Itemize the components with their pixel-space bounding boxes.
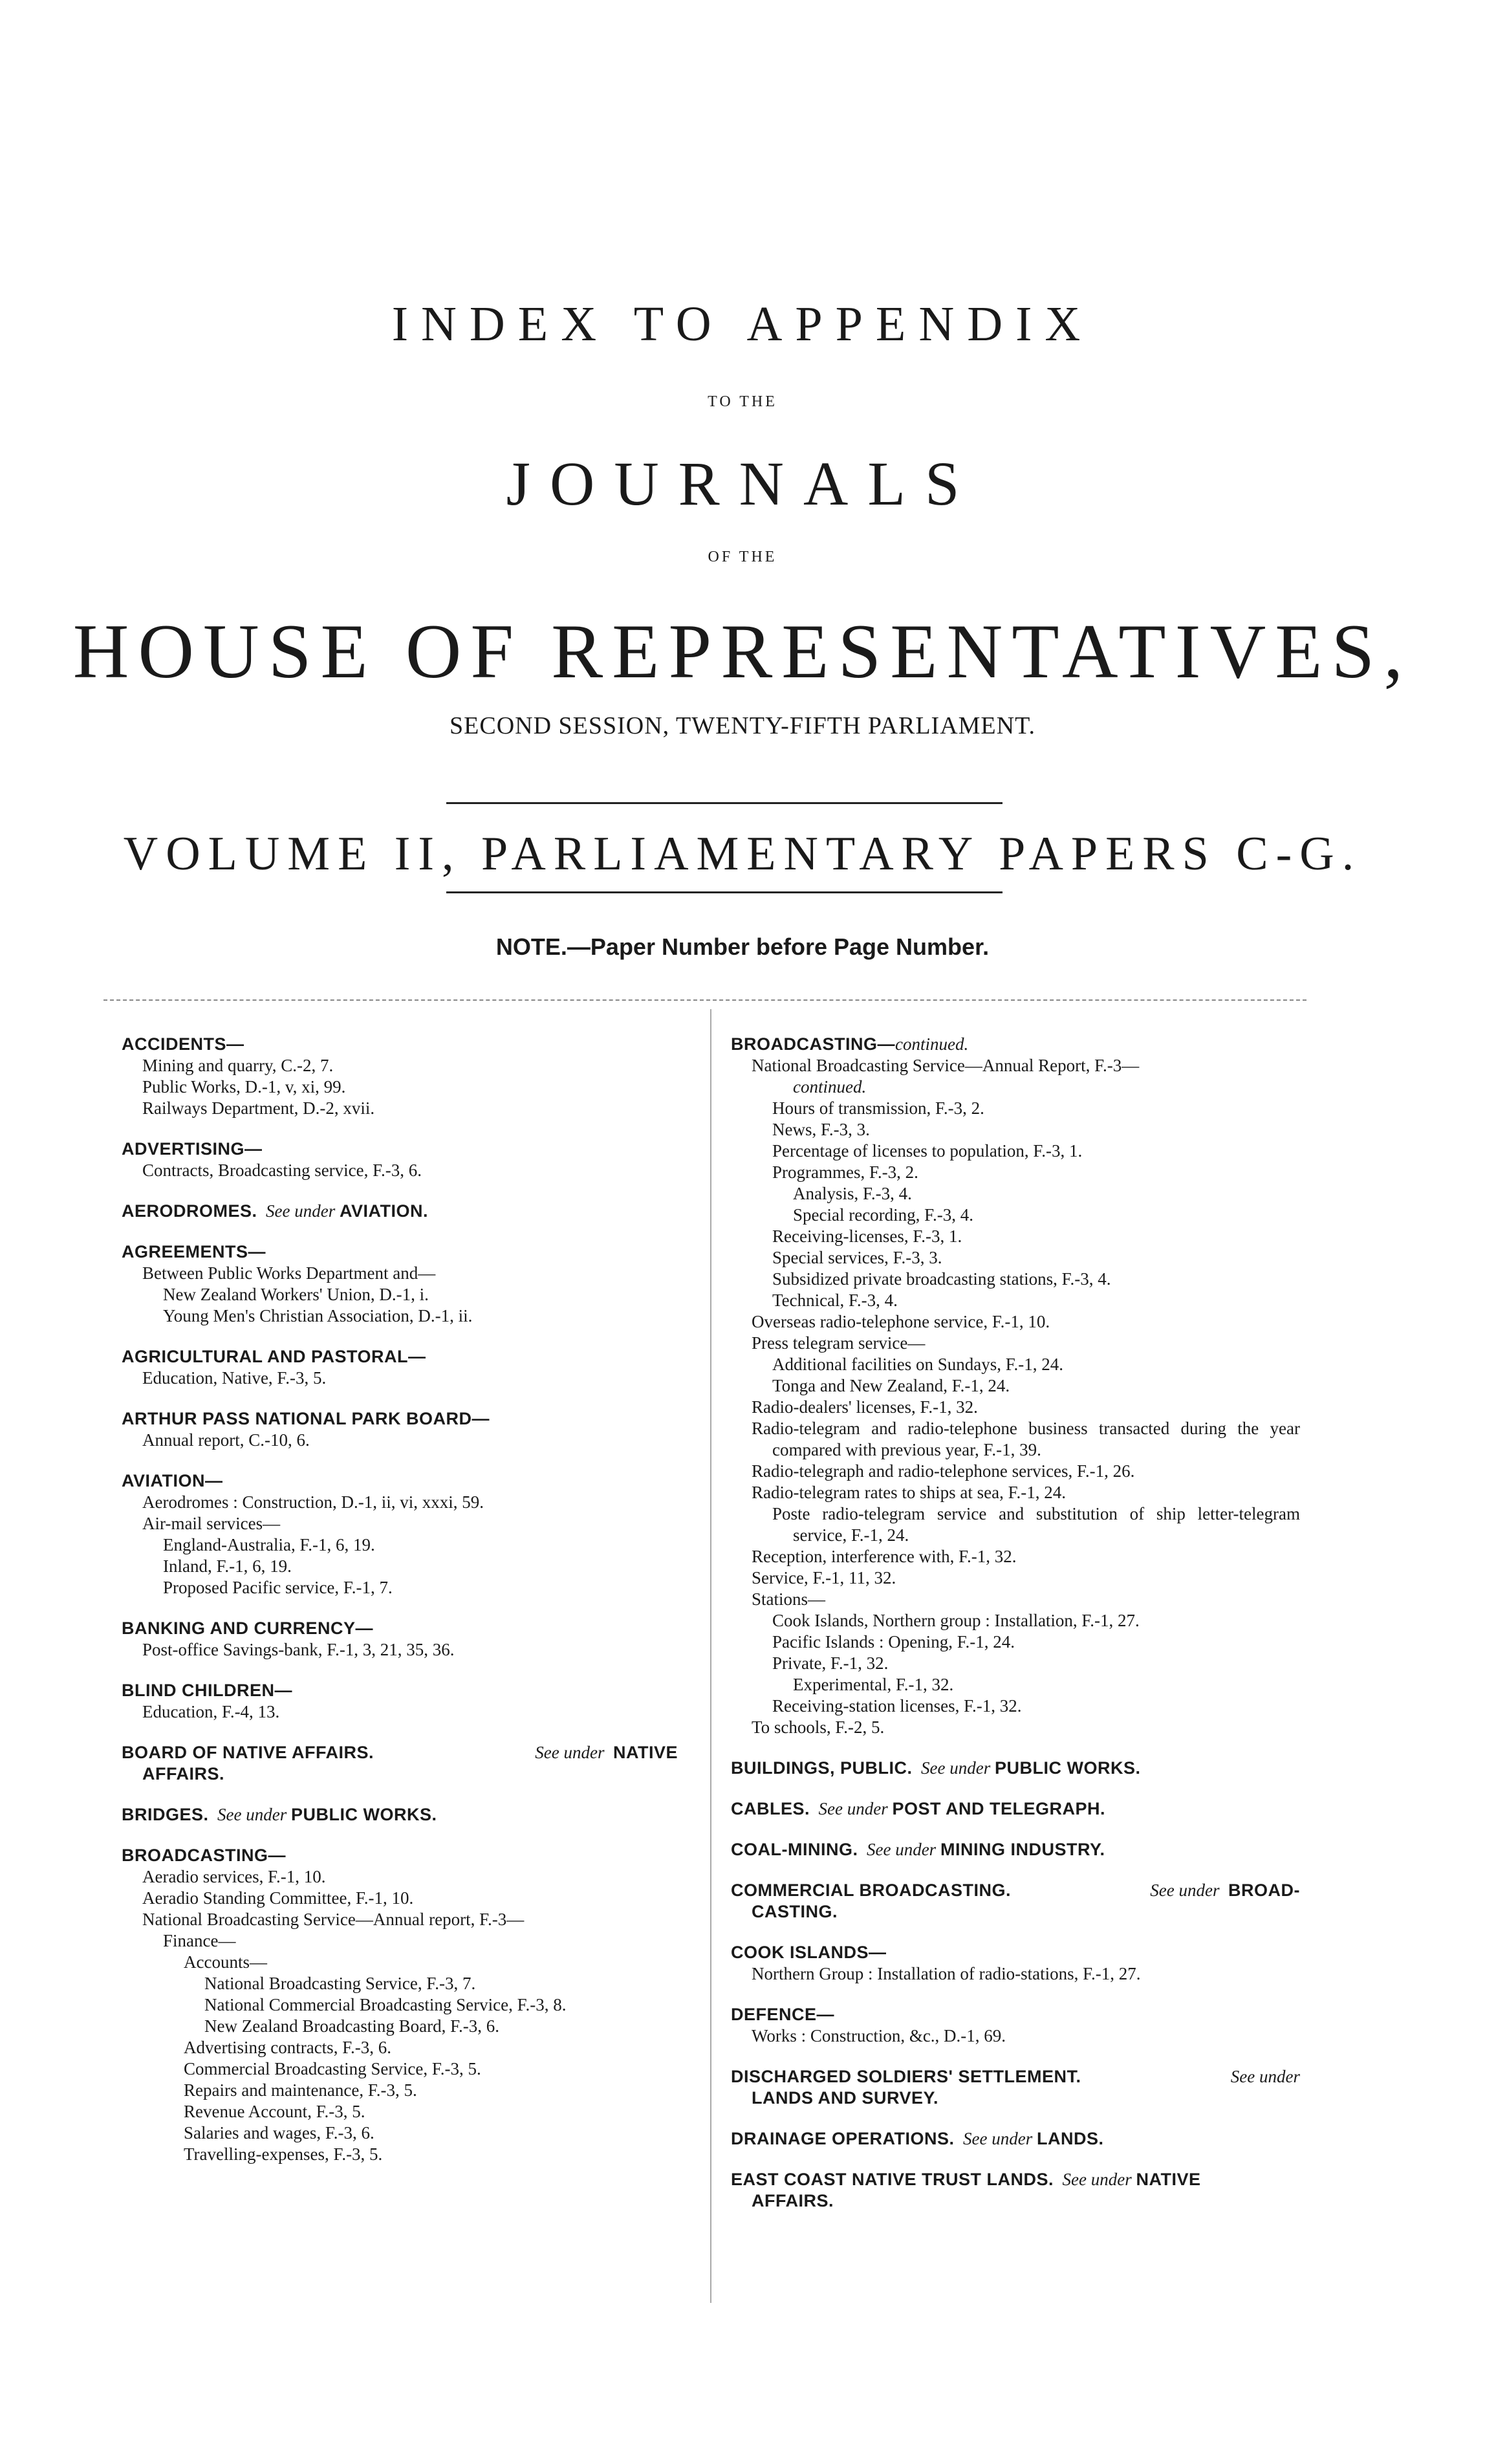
entry-line: Programmes, F.-3, 2. xyxy=(772,1162,918,1182)
cross-reference: NATIVE xyxy=(1136,2170,1201,2189)
index-title: INDEX TO APPENDIX xyxy=(391,297,1094,351)
entry-line: National Broadcasting Service, F.-3, 7. xyxy=(204,1974,476,1993)
entry-line: Poste radio-telegram service and substitution of ship letter-telegram service, F.-1, 24. xyxy=(772,1504,1300,1545)
cross-reference: BROAD- xyxy=(1228,1881,1300,1900)
index-entry-broadcasting xyxy=(122,1845,691,2165)
entry-heading: AGRICULTURAL AND PASTORAL— xyxy=(122,1347,426,1366)
entry-line: Percentage of licenses to population, F.-3, 1. xyxy=(772,1141,1083,1161)
entry-line: Travelling-expenses, F.-3, 5. xyxy=(184,2144,383,2164)
cross-reference: NATIVE xyxy=(612,1743,678,1762)
entry-line: Private, F.-1, 32. xyxy=(772,1653,889,1673)
index-entry-commercial-broadcasting xyxy=(731,1880,1300,1923)
entry-line: Receiving-station licenses, F.-1, 32. xyxy=(772,1696,1022,1716)
see-under: See under xyxy=(217,1805,287,1824)
entry-line: Aeradio Standing Committee, F.-1, 10. xyxy=(142,1888,414,1908)
index-entry-aerodromes xyxy=(122,1201,691,1222)
entry-heading: EAST COAST NATIVE TRUST LANDS. xyxy=(731,2170,1054,2189)
column-divider xyxy=(710,1009,711,2303)
index-entry-accidents xyxy=(122,1034,691,1119)
entry-line: Works : Construction, &c., D.-1, 69. xyxy=(752,2026,1006,2045)
of-the: OF THE xyxy=(708,549,777,565)
session-subtitle: SECOND SESSION, TWENTY-FIFTH PARLIAMENT. xyxy=(450,712,1035,739)
index-entry-defence xyxy=(731,2004,1300,2047)
index-entry-board-native-affairs xyxy=(122,1742,691,1785)
index-entry-broadcasting-continued xyxy=(731,1034,1300,1738)
see-under: See under xyxy=(266,1201,336,1221)
cross-reference-cont: AFFAIRS. xyxy=(752,2191,834,2210)
entry-heading: AVIATION— xyxy=(122,1471,223,1490)
entry-line: National Broadcasting Service—Annual Report, F.-3— xyxy=(752,1056,1140,1075)
title-rule-bottom xyxy=(446,891,1003,893)
entry-line: Radio-dealers' licenses, F.-1, 32. xyxy=(752,1397,978,1417)
entry-line: New Zealand Broadcasting Board, F.-3, 6. xyxy=(204,2016,499,2036)
index-entry-aviation xyxy=(122,1470,691,1598)
entry-line: Finance— xyxy=(163,1931,236,1950)
volume-title: VOLUME II, PARLIAMENTARY PAPERS C-G. xyxy=(123,827,1362,880)
journals-title: JOURNALS xyxy=(506,449,979,518)
entry-line: England-Australia, F.-1, 6, 19. xyxy=(163,1535,375,1554)
house-title: HOUSE OF REPRESENTATIVES, xyxy=(72,608,1413,694)
entry-line: Press telegram service— xyxy=(752,1333,926,1353)
index-entry-cables xyxy=(731,1798,1300,1820)
entry-heading: AGREEMENTS— xyxy=(122,1242,266,1261)
entry-heading: BOARD OF NATIVE AFFAIRS. xyxy=(122,1743,374,1762)
entry-line: Accounts— xyxy=(184,1952,267,1972)
cross-reference: LANDS. xyxy=(1037,2129,1104,2148)
entry-heading: ADVERTISING— xyxy=(122,1139,263,1159)
cross-reference: PUBLIC WORKS. xyxy=(994,1758,1141,1778)
entry-line: Additional facilities on Sundays, F.-1, 24. xyxy=(772,1355,1064,1374)
index-entry-cook-islands xyxy=(731,1942,1300,1985)
entry-line: Cook Islands, Northern group : Installation, F.-1, 27. xyxy=(772,1611,1140,1630)
index-entry-east-coast xyxy=(731,2169,1300,2212)
entry-line: Education, Native, F.-3, 5. xyxy=(142,1368,327,1388)
see-under: See under xyxy=(818,1799,888,1818)
entry-line: continued. xyxy=(793,1077,867,1096)
entry-line: Stations— xyxy=(752,1589,826,1609)
section-divider xyxy=(103,999,1306,1001)
entry-line: Post-office Savings-bank, F.-1, 3, 21, 35, 36. xyxy=(142,1640,455,1659)
entry-heading: DRAINAGE OPERATIONS. xyxy=(731,2129,955,2148)
index-column-left xyxy=(122,1034,691,2185)
see-under: See under xyxy=(866,1840,937,1859)
entry-line: Service, F.-1, 11, 32. xyxy=(752,1568,896,1587)
index-entry-advertising xyxy=(122,1139,691,1181)
entry-line: News, F.-3, 3. xyxy=(772,1120,870,1139)
entry-line: Advertising contracts, F.-3, 6. xyxy=(184,2038,392,2057)
entry-line: Radio-telegraph and radio-telephone services, F.-1, 26. xyxy=(752,1461,1135,1481)
continued-label: continued. xyxy=(895,1034,969,1054)
entry-heading: BUILDINGS, PUBLIC. xyxy=(731,1758,913,1778)
entry-line: Northern Group : Installation of radio-stations, F.-1, 27. xyxy=(752,1964,1141,1983)
entry-line: Aerodromes : Construction, D.-1, ii, vi, xxxi, 59. xyxy=(142,1492,484,1512)
cross-reference-cont: AFFAIRS. xyxy=(142,1764,225,1783)
entry-line: Reception, interference with, F.-1, 32. xyxy=(752,1547,1017,1566)
entry-line: Education, F.-4, 13. xyxy=(142,1702,280,1721)
index-column-right xyxy=(731,1034,1300,2231)
entry-line: Air-mail services— xyxy=(142,1514,281,1533)
entry-line: Aeradio services, F.-1, 10. xyxy=(142,1867,326,1886)
cross-reference: PUBLIC WORKS. xyxy=(291,1805,437,1824)
entry-line: Public Works, D.-1, v, xi, 99. xyxy=(142,1077,346,1096)
entry-heading: COMMERCIAL BROADCASTING. xyxy=(731,1881,1011,1900)
index-entry-drainage xyxy=(731,2128,1300,2150)
entry-line: Proposed Pacific service, F.-1, 7. xyxy=(163,1578,393,1597)
entry-line: Between Public Works Department and— xyxy=(142,1263,436,1283)
title-rule-top xyxy=(446,802,1003,804)
entry-heading: BRIDGES. xyxy=(122,1805,209,1824)
index-entry-discharged-soldiers xyxy=(731,2066,1300,2109)
entry-line: Radio-telegram and radio-telephone business transacted during the year compared with previous year, F.-1, 39. xyxy=(752,1419,1300,1459)
cross-reference-cont: CASTING. xyxy=(752,1902,838,1921)
entry-heading: COOK ISLANDS— xyxy=(731,1943,887,1962)
entry-heading: AERODROMES. xyxy=(122,1201,257,1221)
entry-line: Experimental, F.-1, 32. xyxy=(793,1675,954,1694)
see-under: See under xyxy=(1150,1881,1220,1900)
entry-line: Hours of transmission, F.-3, 2. xyxy=(772,1098,984,1118)
cross-reference: LANDS AND SURVEY. xyxy=(752,2088,939,2108)
entry-line: Technical, F.-3, 4. xyxy=(772,1291,898,1310)
entry-heading: ACCIDENTS— xyxy=(122,1034,244,1054)
index-entry-agreements xyxy=(122,1241,691,1327)
entry-line: Salaries and wages, F.-3, 6. xyxy=(184,2123,374,2142)
index-entry-coal-mining xyxy=(731,1839,1300,1860)
entry-line: New Zealand Workers' Union, D.-1, i. xyxy=(163,1285,429,1304)
see-under: See under xyxy=(1230,2067,1300,2086)
entry-line: Pacific Islands : Opening, F.-1, 24. xyxy=(772,1632,1015,1652)
cross-reference: AVIATION. xyxy=(340,1201,428,1221)
entry-line: Receiving-licenses, F.-3, 1. xyxy=(772,1227,962,1246)
entry-heading: BANKING AND CURRENCY— xyxy=(122,1619,374,1638)
see-under: See under xyxy=(921,1758,991,1778)
cross-reference: POST AND TELEGRAPH. xyxy=(892,1799,1106,1818)
see-under: See under xyxy=(963,2129,1033,2148)
entry-line: Analysis, F.-3, 4. xyxy=(793,1184,912,1203)
entry-line: Mining and quarry, C.-2, 7. xyxy=(142,1056,334,1075)
entry-heading: CABLES. xyxy=(731,1799,810,1818)
entry-line: Railways Department, D.-2, xvii. xyxy=(142,1098,375,1118)
entry-line: Repairs and maintenance, F.-3, 5. xyxy=(184,2080,417,2100)
entry-line: Special services, F.-3, 3. xyxy=(772,1248,942,1267)
note-line: NOTE.—Paper Number before Page Number. xyxy=(495,933,990,960)
index-entry-bridges xyxy=(122,1804,691,1826)
entry-heading: BROADCASTING— xyxy=(731,1034,895,1054)
entry-line: Tonga and New Zealand, F.-1, 24. xyxy=(772,1376,1010,1395)
entry-heading: DEFENCE— xyxy=(731,2005,835,2024)
index-entry-banking xyxy=(122,1618,691,1661)
entry-line: Inland, F.-1, 6, 19. xyxy=(163,1556,292,1576)
entry-line: Radio-telegram rates to ships at sea, F.-1, 24. xyxy=(752,1483,1066,1502)
index-entry-agricultural xyxy=(122,1346,691,1389)
entry-line: Annual report, C.-10, 6. xyxy=(142,1430,310,1450)
entry-line: To schools, F.-2, 5. xyxy=(752,1717,885,1737)
entry-line: Contracts, Broadcasting service, F.-3, 6. xyxy=(142,1161,422,1180)
entry-line: Revenue Account, F.-3, 5. xyxy=(184,2102,365,2121)
see-under: See under xyxy=(535,1743,605,1762)
entry-line: Young Men's Christian Association, D.-1, ii. xyxy=(163,1306,473,1325)
entry-line: Subsidized private broadcasting stations, F.-3, 4. xyxy=(772,1269,1111,1289)
cross-reference: MINING INDUSTRY. xyxy=(940,1840,1105,1859)
entry-line: National Broadcasting Service—Annual report, F.-3— xyxy=(142,1910,525,1929)
index-entry-blind-children xyxy=(122,1680,691,1723)
entry-line: National Commercial Broadcasting Service, F.-3, 8. xyxy=(204,1995,567,2014)
entry-line: Special recording, F.-3, 4. xyxy=(793,1205,974,1225)
entry-heading: BROADCASTING— xyxy=(122,1846,286,1865)
to-the: TO THE xyxy=(708,393,777,410)
entry-heading: ARTHUR PASS NATIONAL PARK BOARD— xyxy=(122,1409,490,1428)
entry-heading: BLIND CHILDREN— xyxy=(122,1681,292,1700)
see-under: See under xyxy=(1062,2170,1132,2189)
entry-heading: COAL-MINING. xyxy=(731,1840,858,1859)
index-entry-buildings xyxy=(731,1758,1300,1779)
entry-line: Commercial Broadcasting Service, F.-3, 5. xyxy=(184,2059,481,2078)
entry-line: Overseas radio-telephone service, F.-1, 10. xyxy=(752,1312,1050,1331)
index-entry-arthur-pass xyxy=(122,1408,691,1451)
entry-heading: DISCHARGED SOLDIERS' SETTLEMENT. xyxy=(731,2067,1081,2086)
